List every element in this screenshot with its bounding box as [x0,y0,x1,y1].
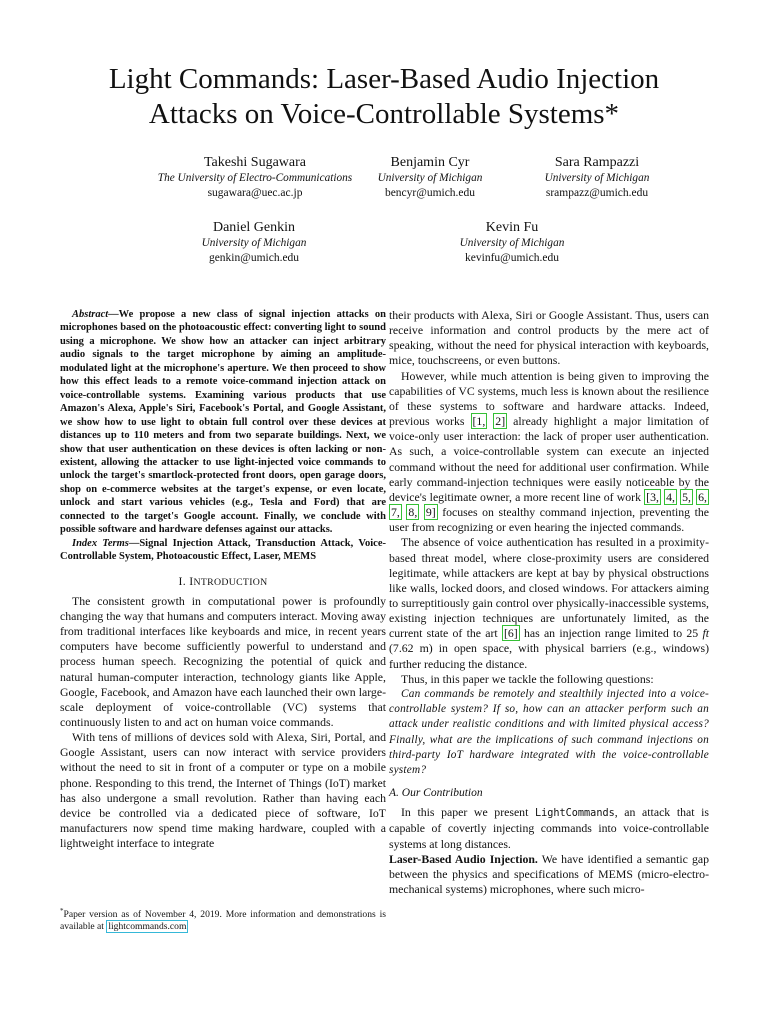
citation-link[interactable]: 8, [408,505,418,520]
paragraph-text: has an injection range limited to 25 [519,626,703,641]
footnote [60,905,386,934]
abstract-text: We propose a new class of signal injection attacks on microphones based on the photoacoustic effect: converting light to sound using a microphone. We show how an attacker can inject arbitrary audio signals to the target microphone by aiming an amplitude-modulated light at the microphone's aperture. We then proceed to show how this effect leads to a remote voice-command injection attack on voice-controllable systems. Examining various products that use Amazon's Alexa, Apple's Siri, Facebook's Portal, and Google Assistant, we show how to use light to obtain full control over these devices at distances up to 110 meters and from two separate buildings. Next, we show that user authentication on these devices is often lacking or non-existent, allowing the attacker to use light-injected voice commands to unlock the target's smartlock-protected front doors, open garage doors, shop on e-commerce websites at the target's expense, or even locate, unlock and start various vehicles (e.g., Tesla and Ford) that are connected to the target's Google account. Finally, we conclude with possible software and hardware defenses against our attacks. [60,309,386,536]
author-block-2 [340,154,520,201]
author-email: genkin@umich.edu [208,252,300,264]
paper-title [40,62,728,132]
author-name: Kevin Fu [485,220,539,235]
right-paragraph-4: Thus, in this paper we tackle the following questions: [401,671,654,686]
section-number: I. [178,573,186,588]
author-name: Benjamin Cyr [390,155,470,170]
citation-link[interactable]: 4, [666,489,675,504]
left-column [60,308,386,851]
author-email: srampazz@umich.edu [545,187,649,199]
author-name: Daniel Genkin [212,220,296,235]
paragraph-run-in-heading: Laser-Based Audio Injection. [389,851,538,866]
section-title-rest: NTRODUCTION [193,576,268,588]
subsection-heading-contribution: A. Our Contribution [389,787,483,800]
abstract: Abstract—We propose a new class of signal injection attacks on microphones based on the photoacoustic effect: converting light to sound using a microphone. We show how an attacker can inject arbitrary audio signals to the target microphone by aiming an amplitude-modulated light at the microphone's aperture. We then proceed to show how this effect leads to a remote voice-command injection attack on voice-controllable systems. Examining various products that use Amazon's Alexa, Apple's Siri, Facebook's Portal, and Google Assistant, we show how to use light to obtain full control over these devices at distances up to 110 meters and from two separate buildings. Next, we show that user authentication on these devices is often lacking or non-existent, allowing the attacker to use light-injected voice commands to unlock the target's smartlock-protected front doors, open garage doors, shop on e-commerce websites at the target's expense, or even locate, unlock and start various vehicles (e.g., Tesla and Ford) that are connected to the target's Google account. Finally, we conclude with possible software and hardware defenses against our attacks. [60,309,386,536]
right-paragraph-1: their products with Alexa, Siri or Google Assistant. Thus, users can receive information and control products by the mere act of speaking, without the need for physical interaction with keyboards, mice, touchscreens, or even buttons. [389,308,709,368]
paragraph-text: However, while much attention is being given to improving the capabilities of VC systems, much less is known about the resilience of these systems to software and hardware attacks. Indeed, previous works [389,368,709,429]
author-affiliation: University of Michigan [201,237,307,249]
intro-paragraph-1: The consistent growth in computational power is profoundly changing the way that humans and computers interact. Moving away from traditional interfaces like keyboards and mice, in recent years computers have become sufficiently powerful to understand and process human speech. Recognizing the potential of quick and natural human-computer interaction, technology giants like Apple, Google, Facebook, and Amazon have each launched their own large-scale deployment of voice-controllable (VC) systems that continuously listen to and act on human voice commands. [60,593,386,730]
author-name: Sara Rampazzi [554,155,640,170]
paragraph-text: , an attack that is capable of covertly injecting commands into voice-controllable systems at long distances. [389,805,709,851]
unit-text: ft [702,626,709,641]
author-email: kevinfu@umich.edu [465,252,559,264]
author-name: Takeshi Sugawara [203,155,307,170]
author-affiliation: University of Michigan [377,172,483,184]
footnote-mark: * [60,907,64,915]
citation-link[interactable]: [6] [503,626,518,641]
index-terms-label: Index Terms [72,537,129,549]
paragraph-text: focuses on stealthy command injection, preventing the user from recognizing or even hearing the injected commands. [389,505,710,535]
citation-link[interactable]: [3, [646,489,659,504]
abstract-label: Abstract [72,309,109,320]
paragraph-text: already highlight a major limitation of voice-only user interaction: the lack of proper user authentication. As such, a voice-controllable system can execute an injected command without the need for additional user confirmation. While early command-injection techniques were easily noticeable by the device's legitimate owner, a more recent line of work [389,414,709,504]
author-affiliation: The University of Electro-Communications [157,172,353,184]
right-paragraph-3 [389,535,709,671]
paragraph-text: The absence of voice authentication has resulted in a proximity-based threat model, where close-proximity users are considered legitimate, while attackers are kept at bay by physical obstructions like walls, locked doors, and closed windows. For attackers aiming to surreptitiously gain control over physically-inaccessible systems, existing injection techniques are unfortunately limited, as the current state of the art [389,535,709,641]
author-block-5 [422,219,602,266]
citation-link[interactable]: 2] [495,414,506,429]
citation-link[interactable]: 5, [682,489,691,504]
contribution-paragraph [389,805,709,851]
right-paragraph-2 [389,369,709,536]
title-line-1: Light Commands: Laser-Based Audio Injection [108,63,660,95]
index-terms: Index Terms—Signal Injection Attack, Transduction Attack, Voice-Controllable System, Photoacoustic Effect, Laser, MEMS [60,537,386,563]
author-affiliation: University of Michigan [459,237,565,249]
author-email: bencyr@umich.edu [384,187,476,199]
section-title-initial: I [189,573,194,588]
paragraph-text: (7.62 m) in open space, with physical barriers (e.g., windows) further reducing the distance. [389,641,709,671]
right-column [389,308,709,897]
system-name: LightCommands [534,808,615,820]
laser-paragraph [389,852,709,897]
author-block-4 [164,219,344,266]
paragraph-text: In this paper we present [401,805,535,820]
intro-paragraph-2: With tens of millions of devices sold with Alexa, Siri, Portal, and Google Assistant, users can now interact with service providers without the need to sit in front of a computer or type on a mobile phone. Responding to this trend, the Internet of Things (IoT) market has also undergone a small revolution. Rather than having each device be controlled via a dedicated piece of software, IoT manufacturers now spend time making hardware, coupled with a lightweight interface to integrate [60,730,386,851]
citation-link[interactable]: [1, [472,414,486,429]
research-questions: Can commands be remotely and stealthily injected into a voice-controllable system? If so, how can an attacker perform such an attack under realistic conditions and with limited physical access? Finally, what are the implications of such command injections on third-party IoT hardware integrated with the voice-controllable system? [389,687,709,776]
section-heading-introduction [60,574,386,590]
paragraph-text: We have identified a semantic gap between the physics and specifications of MEMS (micro-electro-mechanical systems) microphones, where such micro- [389,851,709,897]
title-line-2: Attacks on Voice-Controllable Systems* [148,98,620,130]
footnote-link[interactable]: lightcommands.com [108,921,187,933]
citation-link[interactable]: 7, [391,505,400,520]
index-terms-text: Signal Injection Attack, Transduction Attack, Voice-Controllable System, Photoacoustic Effect, Laser, MEMS [60,537,386,563]
author-email: sugawara@uec.ac.jp [207,187,303,199]
citation-link[interactable]: 6, [698,489,708,504]
author-affiliation: University of Michigan [544,172,650,184]
citation-link[interactable]: 9] [425,505,436,520]
author-block-3 [507,154,687,201]
footnote-text: Paper version as of November 4, 2019. More information and demonstrations is available at [60,909,386,933]
